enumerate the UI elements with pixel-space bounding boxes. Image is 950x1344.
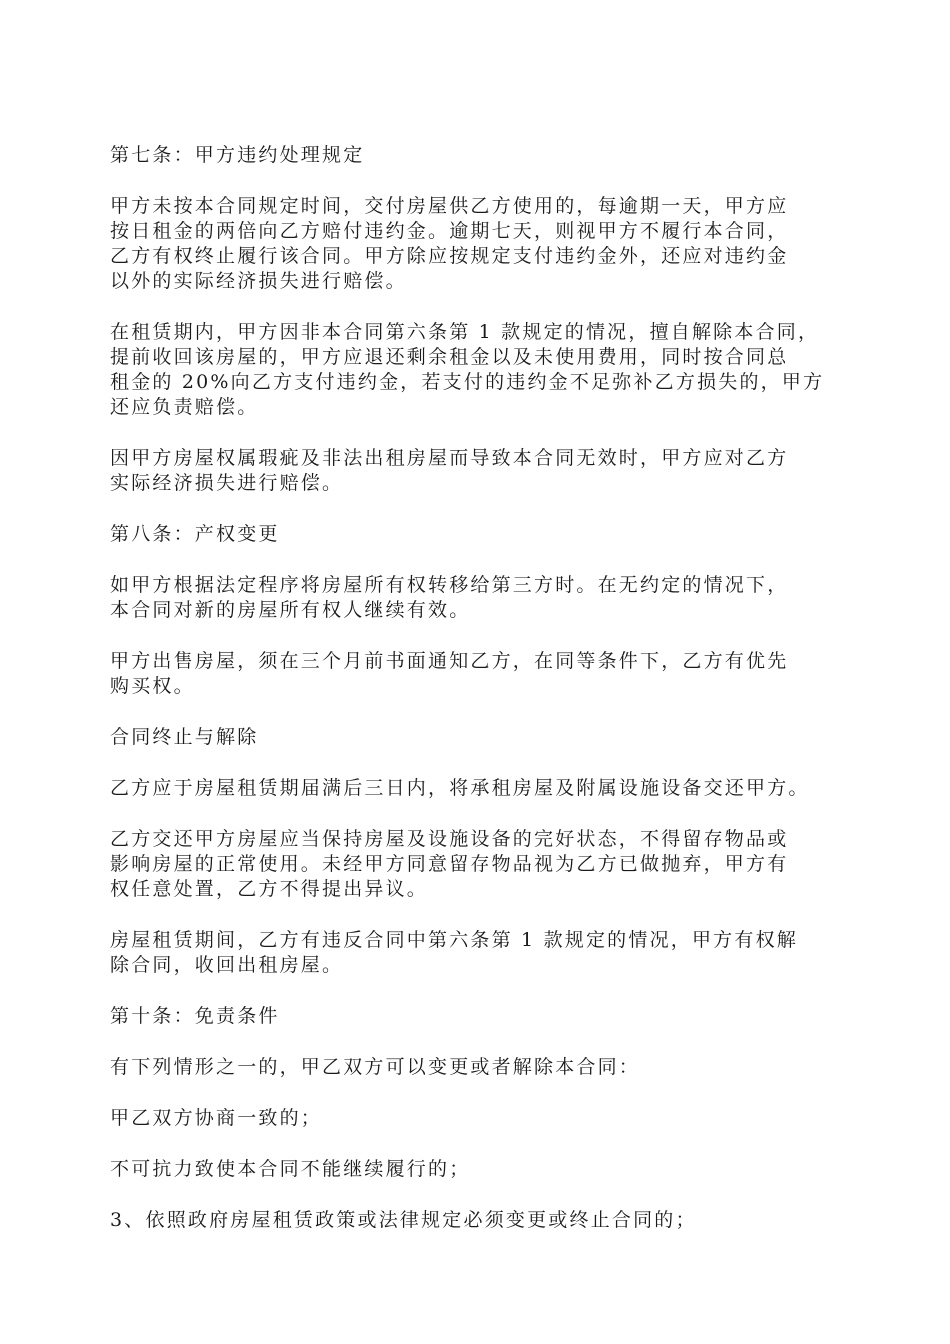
paragraph-tenant-breach (110, 928, 845, 978)
paragraph-sale-notice (110, 649, 845, 699)
text-line: 有下列情形之一的，甲乙双方可以变更或者解除本合同： (110, 1056, 641, 1078)
text-line: 乙方应于房屋租赁期届满后三日内，将承租房屋及附属设施设备交还甲方。 (110, 777, 810, 799)
paragraph-property-condition (110, 827, 845, 902)
text-line: 除合同，收回出租房屋。 (110, 954, 344, 976)
text-line: 按日租金的两倍向乙方赔付违约金。逾期七天，则视甲方不履行本合同， (110, 220, 789, 242)
text-line: 如甲方根据法定程序将房屋所有权转移给第三方时。在无约定的情况下， (110, 574, 789, 596)
text-line: 因甲方房屋权属瑕疵及非法出租房屋而导致本合同无效时，甲方应对乙方 (110, 447, 789, 469)
list-item-government-policy (110, 1208, 845, 1233)
paragraph-title-defect (110, 446, 845, 496)
text-line: 第十条：免责条件 (110, 1005, 280, 1027)
list-item-mutual-agreement (110, 1106, 845, 1131)
text-line: 甲方未按本合同规定时间，交付房屋供乙方使用的，每逾期一天，甲方应 (110, 195, 789, 217)
text-line: 影响房屋的正常使用。未经甲方同意留存物品视为乙方已做抛弃，甲方有 (110, 853, 789, 875)
paragraph-late-delivery (110, 194, 845, 294)
section-heading-article-7 (110, 143, 845, 168)
section-heading-termination (110, 725, 845, 750)
text-line: 本合同对新的房屋所有权人继续有效。 (110, 599, 471, 621)
section-heading-article-10 (110, 1004, 845, 1029)
paragraph-return-property (110, 776, 845, 801)
text-line: 权任意处置，乙方不得提出异议。 (110, 878, 429, 900)
text-line: 以外的实际经济损失进行赔偿。 (110, 270, 407, 292)
text-line: 实际经济损失进行赔偿。 (110, 472, 344, 494)
text-line: 3、依照政府房屋租赁政策或法律规定必须变更或终止合同的； (110, 1209, 697, 1231)
paragraph-early-termination (110, 320, 845, 420)
text-line: 甲乙双方协商一致的； (110, 1107, 323, 1129)
text-line: 在租赁期内，甲方因非本合同第六条第 1 款规定的情况，擅自解除本合同， (110, 321, 820, 343)
text-line: 第八条：产权变更 (110, 523, 280, 545)
text-line: 乙方有权终止履行该合同。甲方除应按规定支付违约金外，还应对违约金 (110, 245, 789, 267)
text-line: 甲方出售房屋，须在三个月前书面通知乙方，在同等条件下，乙方有优先 (110, 650, 789, 672)
document-page (110, 143, 845, 1259)
text-line: 还应负责赔偿。 (110, 396, 259, 418)
text-line: 房屋租赁期间，乙方有违反合同中第六条第 1 款规定的情况，甲方有权解 (110, 929, 798, 951)
text-line: 提前收回该房屋的，甲方应退还剩余租金以及未使用费用，同时按合同总 (110, 346, 789, 368)
section-heading-article-8 (110, 522, 845, 547)
text-line: 第七条：甲方违约处理规定 (110, 144, 365, 166)
paragraph-conditions-intro (110, 1055, 845, 1080)
paragraph-ownership-transfer (110, 573, 845, 623)
text-line: 乙方交还甲方房屋应当保持房屋及设施设备的完好状态，不得留存物品或 (110, 828, 789, 850)
list-item-force-majeure (110, 1157, 845, 1182)
text-line: 不可抗力致使本合同不能继续履行的； (110, 1158, 471, 1180)
text-line: 购买权。 (110, 675, 195, 697)
text-line: 租金的 20%向乙方支付违约金，若支付的违约金不足弥补乙方损失的，甲方 (110, 371, 825, 393)
text-line: 合同终止与解除 (110, 726, 259, 748)
